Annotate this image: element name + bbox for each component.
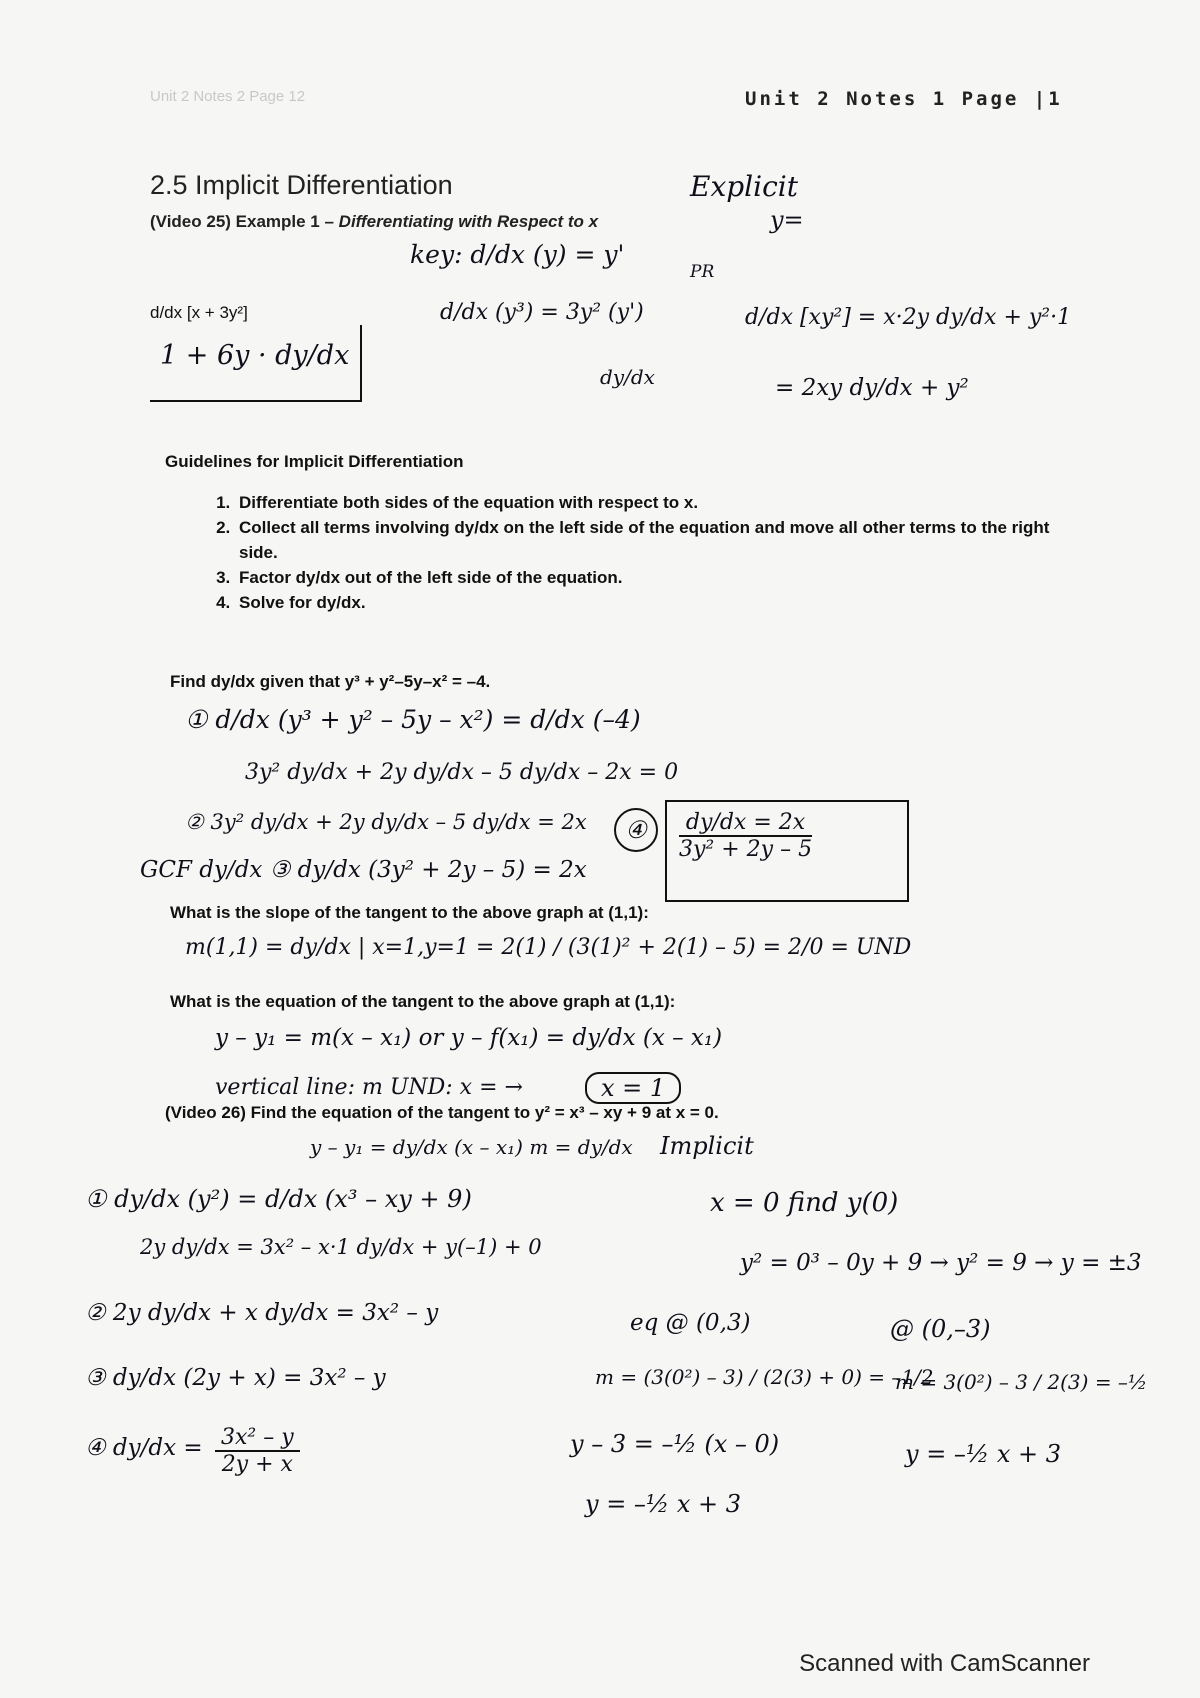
find-y-note: x = 0 find y(0)	[710, 1188, 899, 1218]
tangent-forms: y – y₁ = m(x – x₁) or y – f(x₁) = dy/dx (x – x₁)	[215, 1025, 723, 1051]
problem-1-answer: $\frac{dy/dx = 2x}{\text{3y² + 2y – 5}}$	[679, 810, 813, 862]
point-b-line: y = –½ x + 3	[905, 1440, 1061, 1468]
solve-for-y: y² = 0³ – 0y + 9 → y² = 9 → y = ±3	[740, 1250, 1142, 1276]
scanner-watermark: Scanned with CamScanner	[799, 1650, 1090, 1677]
problem-1-question: Find dy/dx given that y³ + y²–5y–x² = –4.	[170, 672, 491, 691]
tangent-question: What is the equation of the tangent to the above graph at (1,1):	[170, 992, 676, 1011]
problem-1-answer-box	[665, 800, 909, 902]
example-expression: d/dx [x + 3y²]	[150, 303, 248, 322]
problem-1-step-1: ① d/dx (y³ + y² – 5y – x²) = d/dx (–4)	[185, 705, 641, 734]
point-b-slope: m = 3(0²) – 3 / 2(3) = –½	[895, 1370, 1148, 1394]
problem-2-formula: y – y₁ = dy/dx (x – x₁) m = dy/dx	[310, 1135, 633, 1159]
point-a-line-1: y – 3 = –½ (x – 0)	[570, 1430, 780, 1458]
problem-2-answer: $\frac{\text{3x² – y}}{2y + x}$	[215, 1425, 300, 1477]
point-a-label: eq @ (0,3)	[630, 1310, 751, 1336]
vertical-line-note: vertical line: m UND: x = →	[215, 1075, 523, 1100]
guidelines-heading: Guidelines for Implicit Differentiation	[165, 452, 464, 471]
problem-1-step-1b: 3y² dy/dx + 2y dy/dx – 5 dy/dx – 2x = 0	[245, 760, 679, 785]
bleed-through-header: Unit 2 Notes 2 Page 12	[150, 88, 306, 105]
key-note: key: d/dx (y) = y'	[410, 240, 625, 269]
example-answer: 1 + 6y · dy/dx	[160, 340, 350, 371]
explicit-label: Explicit	[690, 170, 798, 203]
guideline-item: 1. Differentiate both sides of the equation with respect to x.	[235, 490, 1075, 515]
problem-2-step-4-label: ④ dy/dx =	[85, 1435, 203, 1461]
problem-2-step-1b: 2y dy/dx = 3x² – x·1 dy/dx + y(–1) + 0	[140, 1235, 542, 1259]
problem-2-step-3: ③ dy/dx (2y + x) = 3x² – y	[85, 1365, 386, 1391]
explicit-y: y=	[770, 206, 804, 234]
step-4-marker: ④	[614, 808, 658, 852]
guideline-item: 2. Collect all terms involving dy/dx on the left side of the equation and move all other terms to the right side.	[235, 515, 1075, 565]
problem-1-step-3: GCF dy/dx ③ dy/dx (3y² + 2y – 5) = 2x	[140, 857, 587, 883]
product-rule-note: d/dx [xy²] = x·2y dy/dx + y²·1	[745, 305, 1072, 330]
problem-2-step-2: ② 2y dy/dx + x dy/dx = 3x² – y	[85, 1300, 439, 1326]
page-number-label: Unit 2 Notes 1 Page |1	[745, 88, 1063, 110]
chain-rule-note: d/dx (y³) = 3y² (y')	[440, 300, 644, 325]
implicit-label: Implicit	[660, 1132, 754, 1160]
example-1-heading: (Video 25) Example 1 – Differentiating with Respect to x	[150, 212, 599, 231]
point-b-label: @ (0,–3)	[890, 1315, 991, 1343]
problem-1-step-2: ② 3y² dy/dx + 2y dy/dx – 5 dy/dx = 2x	[185, 810, 587, 834]
vertical-line-answer: x = 1	[585, 1072, 681, 1104]
product-rule-result: = 2xy dy/dx + y²	[775, 375, 969, 401]
slope-work: m(1,1) = dy/dx | x=1,y=1 = 2(1) / (3(1)² + 2(1) – 5) = 2/0 = UND	[185, 935, 912, 960]
guidelines-list	[205, 490, 1075, 615]
page-title: 2.5 Implicit Differentiation	[150, 170, 453, 200]
problem-2-step-1: ① dy/dx (y²) = d/dx (x³ – xy + 9)	[85, 1185, 472, 1213]
slope-question: What is the slope of the tangent to the above graph at (1,1):	[170, 903, 649, 922]
guideline-item: 3. Factor dy/dx out of the left side of the equation.	[235, 565, 1075, 590]
chain-dydx: dy/dx	[600, 365, 655, 389]
guideline-item: 4. Solve for dy/dx.	[235, 590, 1075, 615]
point-a-line-2: y = –½ x + 3	[585, 1490, 741, 1518]
problem-2-question: (Video 26) Find the equation of the tangent to y² = x³ – xy + 9 at x = 0.	[165, 1103, 719, 1122]
product-rule-label: PR	[690, 262, 715, 282]
point-a-slope: m = (3(0²) – 3) / (2(3) + 0) = –1/2	[595, 1365, 934, 1389]
